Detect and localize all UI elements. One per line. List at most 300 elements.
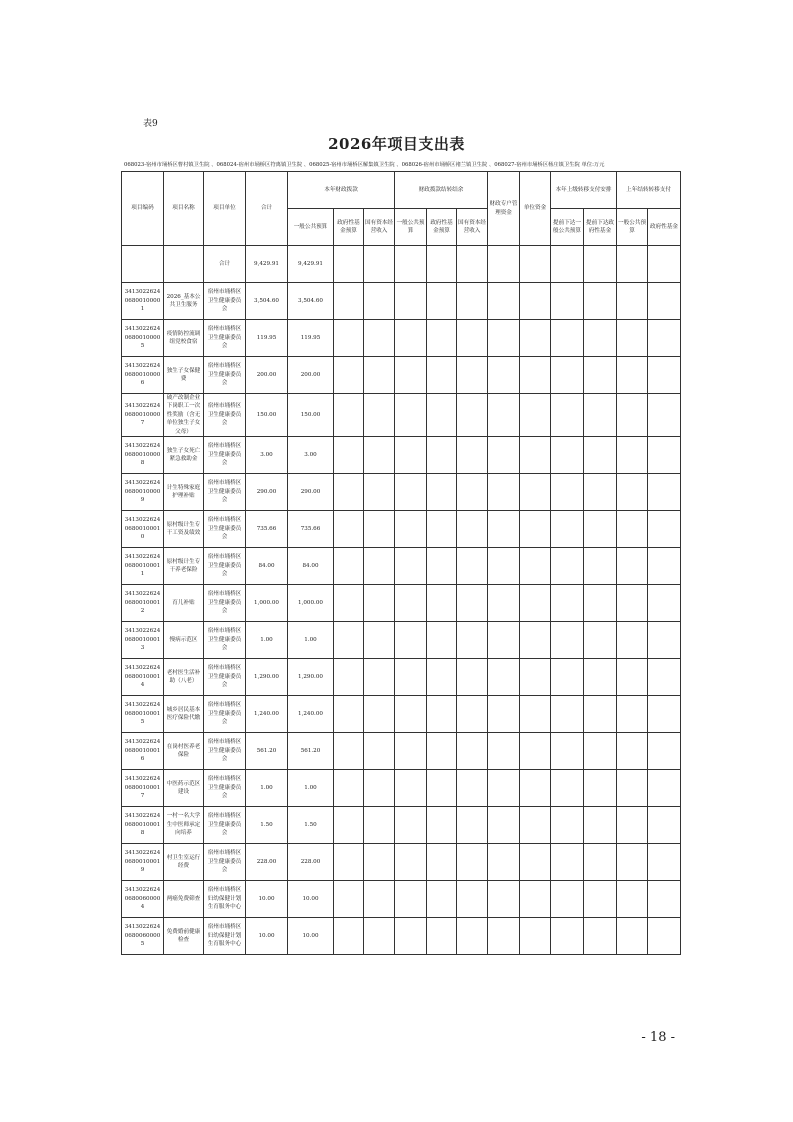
empty-cell <box>457 394 488 437</box>
empty-cell <box>488 843 520 880</box>
header-superior: 本年上级转移支付安排 <box>551 172 617 209</box>
empty-cell <box>427 769 457 806</box>
empty-cell <box>334 320 364 357</box>
empty-cell <box>364 917 395 954</box>
empty-cell <box>427 917 457 954</box>
header-unit: 项目单位 <box>204 172 246 246</box>
empty-cell <box>395 283 427 320</box>
table-row <box>122 436 681 473</box>
empty-cell <box>334 769 364 806</box>
empty-cell <box>364 283 395 320</box>
empty-cell <box>617 769 648 806</box>
empty-cell <box>427 584 457 621</box>
project-unit: 宿州市埇桥区卫生健康委员会 <box>204 283 246 320</box>
empty-cell <box>488 357 520 394</box>
project-code: 341302262406800100006 <box>122 357 164 394</box>
empty-cell <box>584 917 617 954</box>
empty-cell <box>427 473 457 510</box>
empty-cell <box>648 806 681 843</box>
empty-cell <box>617 357 648 394</box>
empty-cell <box>551 658 584 695</box>
empty-cell <box>584 806 617 843</box>
project-name: 疫情防控流调组党校食宿 <box>164 320 204 357</box>
empty-cell <box>334 732 364 769</box>
empty-cell <box>551 769 584 806</box>
empty-cell <box>551 732 584 769</box>
project-general-budget: 10.00 <box>288 880 334 917</box>
empty-cell <box>584 357 617 394</box>
empty-cell <box>584 283 617 320</box>
empty-cell <box>617 436 648 473</box>
project-general-budget: 150.00 <box>288 394 334 437</box>
project-general-budget: 1.00 <box>288 769 334 806</box>
table-row <box>122 658 681 695</box>
empty-cell <box>395 880 427 917</box>
empty-cell <box>364 880 395 917</box>
project-general-budget: 10.00 <box>288 917 334 954</box>
empty-cell <box>395 473 427 510</box>
project-unit: 宿州市埇桥区卫生健康委员会 <box>204 843 246 880</box>
empty-cell <box>648 394 681 437</box>
project-total: 150.00 <box>246 394 288 437</box>
project-code: 341302262406800100013 <box>122 621 164 658</box>
empty-cell <box>584 320 617 357</box>
empty-cell <box>334 436 364 473</box>
table-row <box>122 732 681 769</box>
project-code: 341302262406800100012 <box>122 584 164 621</box>
project-general-budget: 561.20 <box>288 732 334 769</box>
empty-cell <box>617 806 648 843</box>
empty-cell <box>584 621 617 658</box>
empty-cell <box>457 436 488 473</box>
project-general-budget: 1.00 <box>288 621 334 658</box>
project-name: 两癌免费筛查 <box>164 880 204 917</box>
empty-cell <box>364 843 395 880</box>
page-title: 2026年项目支出表 <box>328 135 465 153</box>
empty-cell <box>648 880 681 917</box>
empty-cell <box>617 510 648 547</box>
project-code: 341302262406800600005 <box>122 917 164 954</box>
empty-cell <box>584 769 617 806</box>
header-gov-fund: 政府性基金预算 <box>334 209 364 246</box>
empty-cell <box>427 357 457 394</box>
empty-cell <box>520 320 551 357</box>
header-total: 合计 <box>246 172 288 246</box>
empty-cell <box>488 806 520 843</box>
empty-cell <box>617 732 648 769</box>
empty-cell <box>364 732 395 769</box>
project-general-budget: 735.66 <box>288 510 334 547</box>
project-total: 200.00 <box>246 357 288 394</box>
table-row <box>122 695 681 732</box>
empty-cell <box>520 584 551 621</box>
empty-cell <box>520 473 551 510</box>
project-total: 1,000.00 <box>246 584 288 621</box>
empty-cell <box>584 510 617 547</box>
project-code: 341302262406800100017 <box>122 769 164 806</box>
empty-cell <box>617 880 648 917</box>
project-code: 341302262406800100001 <box>122 283 164 320</box>
empty-cell <box>364 584 395 621</box>
empty-cell <box>584 394 617 437</box>
table-tag: 表9 <box>143 119 158 129</box>
header-special: 财政专户管理资金 <box>488 172 520 246</box>
empty-cell <box>648 621 681 658</box>
empty-cell <box>520 394 551 437</box>
empty-cell <box>617 547 648 584</box>
empty-cell <box>427 621 457 658</box>
project-unit: 宿州市埇桥区卫生健康委员会 <box>204 394 246 437</box>
project-code: 341302262406800100011 <box>122 547 164 584</box>
empty-cell <box>457 695 488 732</box>
empty-cell <box>520 621 551 658</box>
empty-cell <box>334 283 364 320</box>
empty-cell <box>334 357 364 394</box>
project-code: 341302262406800100016 <box>122 732 164 769</box>
empty-cell <box>395 510 427 547</box>
empty-cell <box>488 917 520 954</box>
header-carryover: 财政拨款结转结余 <box>395 172 488 209</box>
empty-cell <box>457 769 488 806</box>
empty-cell <box>551 621 584 658</box>
empty-cell <box>457 510 488 547</box>
header-current-year: 本年财政拨款 <box>288 172 395 209</box>
empty-cell <box>395 547 427 584</box>
table-row <box>122 473 681 510</box>
empty-cell <box>648 320 681 357</box>
empty-cell <box>364 658 395 695</box>
empty-cell <box>520 695 551 732</box>
project-code: 341302262406800600004 <box>122 880 164 917</box>
empty-cell <box>395 695 427 732</box>
project-total: 1,290.00 <box>246 658 288 695</box>
empty-cell <box>648 843 681 880</box>
total-label: 合计 <box>204 246 246 283</box>
project-unit: 宿州市埇桥区卫生健康委员会 <box>204 436 246 473</box>
project-name: 育儿补贴 <box>164 584 204 621</box>
empty-cell <box>457 283 488 320</box>
empty-cell <box>584 436 617 473</box>
table-row <box>122 769 681 806</box>
empty-cell <box>334 695 364 732</box>
empty-cell <box>488 547 520 584</box>
empty-cell <box>427 658 457 695</box>
empty-cell <box>364 621 395 658</box>
empty-cell <box>520 283 551 320</box>
empty-cell <box>427 843 457 880</box>
table-row <box>122 917 681 954</box>
project-general-budget: 200.00 <box>288 357 334 394</box>
empty-cell <box>617 283 648 320</box>
table-row <box>122 843 681 880</box>
empty-cell <box>551 283 584 320</box>
empty-cell <box>334 880 364 917</box>
empty-cell <box>520 843 551 880</box>
empty-cell <box>427 283 457 320</box>
project-total: 3.00 <box>246 436 288 473</box>
empty-cell <box>334 584 364 621</box>
empty-cell <box>551 695 584 732</box>
empty-cell <box>395 917 427 954</box>
project-total: 735.66 <box>246 510 288 547</box>
table-row <box>122 806 681 843</box>
header-general-budget: 一般公共预算 <box>288 209 334 246</box>
empty-cell <box>488 320 520 357</box>
empty-cell <box>551 547 584 584</box>
page-number: - 18 - <box>641 1030 675 1045</box>
empty-cell <box>584 584 617 621</box>
empty-cell <box>648 732 681 769</box>
empty-cell <box>520 658 551 695</box>
header-ly-gov-fund: 政府性基金 <box>648 209 681 246</box>
empty-cell <box>551 394 584 437</box>
unit-subtitle: 068023-宿州市埇桥区曹村镇卫生院 、068024-宿州市埇桥区符离镇卫生院 、068025-宿州市埇桥区解集镇卫生院 、068026-宿州市埇桥区褚兰镇卫生院 、068027-宿州市埇桥区杨庄镇卫生院 单位:万元 <box>124 162 605 168</box>
project-total: 1.00 <box>246 621 288 658</box>
empty-cell <box>584 695 617 732</box>
empty-cell <box>395 584 427 621</box>
empty-cell <box>648 769 681 806</box>
empty-cell <box>488 510 520 547</box>
total-general: 9,429.91 <box>288 246 334 283</box>
empty-cell <box>551 843 584 880</box>
empty-cell <box>488 283 520 320</box>
empty-cell <box>648 917 681 954</box>
empty-cell <box>584 658 617 695</box>
empty-cell <box>427 394 457 437</box>
empty-cell <box>520 732 551 769</box>
empty-cell <box>427 880 457 917</box>
empty-cell <box>488 394 520 437</box>
empty-cell <box>395 320 427 357</box>
empty-cell <box>364 547 395 584</box>
empty-cell <box>457 806 488 843</box>
empty-cell <box>488 584 520 621</box>
empty-cell <box>551 584 584 621</box>
empty-cell <box>617 658 648 695</box>
project-total: 1,240.00 <box>246 695 288 732</box>
empty-cell <box>520 510 551 547</box>
empty-cell <box>488 658 520 695</box>
empty-cell <box>364 473 395 510</box>
header-sup-general: 提前下达一般公共预算 <box>551 209 584 246</box>
empty-cell <box>520 357 551 394</box>
header-name: 项目名称 <box>164 172 204 246</box>
empty-cell <box>364 695 395 732</box>
empty-cell <box>648 695 681 732</box>
empty-cell <box>617 394 648 437</box>
project-unit: 宿州市埇桥区卫生健康委员会 <box>204 732 246 769</box>
project-unit: 宿州市埇桥区卫生健康委员会 <box>204 695 246 732</box>
project-name: 一村一名大学生中医师承定向培养 <box>164 806 204 843</box>
table-row <box>122 283 681 320</box>
empty-cell <box>364 436 395 473</box>
table-row <box>122 880 681 917</box>
project-code: 341302262406800100005 <box>122 320 164 357</box>
empty-cell <box>617 621 648 658</box>
empty-cell <box>584 473 617 510</box>
empty-cell <box>551 806 584 843</box>
project-total: 119.95 <box>246 320 288 357</box>
project-general-budget: 1,000.00 <box>288 584 334 621</box>
empty-cell <box>488 732 520 769</box>
empty-cell <box>488 880 520 917</box>
empty-cell <box>520 436 551 473</box>
project-unit: 宿州市埇桥区卫生健康委员会 <box>204 658 246 695</box>
empty-cell <box>584 547 617 584</box>
empty-cell <box>457 621 488 658</box>
project-unit: 宿州市埇桥区卫生健康委员会 <box>204 621 246 658</box>
project-code: 341302262406800100014 <box>122 658 164 695</box>
empty-cell <box>617 473 648 510</box>
empty-cell <box>395 658 427 695</box>
project-unit: 宿州市埇桥区妇幼保健计划生育服务中心 <box>204 917 246 954</box>
project-code: 341302262406800100015 <box>122 695 164 732</box>
empty-cell <box>520 769 551 806</box>
empty-cell <box>334 473 364 510</box>
table-row <box>122 510 681 547</box>
project-total: 84.00 <box>246 547 288 584</box>
project-name: 原村级计生专干工资及绩效 <box>164 510 204 547</box>
empty-cell <box>334 621 364 658</box>
project-total: 228.00 <box>246 843 288 880</box>
empty-cell <box>648 658 681 695</box>
project-unit: 宿州市埇桥区卫生健康委员会 <box>204 547 246 584</box>
project-name: 2026_基本公共卫生服务 <box>164 283 204 320</box>
empty-cell <box>395 621 427 658</box>
empty-cell <box>488 769 520 806</box>
empty-cell <box>395 732 427 769</box>
project-total: 1.00 <box>246 769 288 806</box>
project-general-budget: 3.00 <box>288 436 334 473</box>
table-row <box>122 394 681 437</box>
empty-cell <box>427 320 457 357</box>
project-general-budget: 1.50 <box>288 806 334 843</box>
empty-cell <box>551 473 584 510</box>
project-unit: 宿州市埇桥区卫生健康委员会 <box>204 806 246 843</box>
empty-cell <box>364 510 395 547</box>
empty-cell <box>551 917 584 954</box>
project-unit: 宿州市埇桥区卫生健康委员会 <box>204 584 246 621</box>
project-unit: 宿州市埇桥区卫生健康委员会 <box>204 357 246 394</box>
project-total: 10.00 <box>246 880 288 917</box>
empty-cell <box>395 843 427 880</box>
project-name: 免费婚前健康检查 <box>164 917 204 954</box>
header-carry-general: 一般公共预算 <box>395 209 427 246</box>
header-ly-general: 一般公共预算 <box>617 209 648 246</box>
empty-cell <box>457 732 488 769</box>
empty-cell <box>584 843 617 880</box>
empty-cell <box>488 695 520 732</box>
project-code: 341302262406800100019 <box>122 843 164 880</box>
total-amount: 9,429.91 <box>246 246 288 283</box>
empty-cell <box>427 806 457 843</box>
project-general-budget: 3,504.60 <box>288 283 334 320</box>
header-own: 单位资金 <box>520 172 551 246</box>
empty-cell <box>395 357 427 394</box>
project-general-budget: 1,240.00 <box>288 695 334 732</box>
project-name: 城乡居民基本医疗保险代缴 <box>164 695 204 732</box>
empty-cell <box>395 394 427 437</box>
empty-cell <box>551 880 584 917</box>
empty-cell <box>457 584 488 621</box>
empty-cell <box>364 357 395 394</box>
empty-cell <box>457 880 488 917</box>
empty-cell <box>457 843 488 880</box>
empty-cell <box>551 320 584 357</box>
header-last-year: 上年结转转移支付 <box>617 172 681 209</box>
project-expenditure-table <box>121 171 681 955</box>
empty-cell <box>427 695 457 732</box>
header-carry-state-capital: 国有资本经营收入 <box>457 209 488 246</box>
empty-cell <box>488 473 520 510</box>
empty-cell <box>648 547 681 584</box>
empty-cell <box>488 436 520 473</box>
empty-cell <box>427 732 457 769</box>
project-name: 慢病示范区 <box>164 621 204 658</box>
project-total: 561.20 <box>246 732 288 769</box>
project-name: 独生子女死亡紧急救助金 <box>164 436 204 473</box>
empty-cell <box>364 394 395 437</box>
project-general-budget: 228.00 <box>288 843 334 880</box>
project-code: 341302262406800100010 <box>122 510 164 547</box>
empty-cell <box>584 732 617 769</box>
empty-cell <box>617 695 648 732</box>
empty-cell <box>648 584 681 621</box>
project-name: 在岗村医养老保险 <box>164 732 204 769</box>
empty-cell <box>334 806 364 843</box>
empty-cell <box>648 436 681 473</box>
project-total: 10.00 <box>246 917 288 954</box>
empty-cell <box>617 843 648 880</box>
project-total: 290.00 <box>246 473 288 510</box>
table-row <box>122 584 681 621</box>
empty-cell <box>457 357 488 394</box>
project-unit: 宿州市埇桥区卫生健康委员会 <box>204 769 246 806</box>
empty-cell <box>551 510 584 547</box>
empty-cell <box>364 806 395 843</box>
empty-cell <box>427 510 457 547</box>
empty-cell <box>520 547 551 584</box>
project-unit: 宿州市埇桥区卫生健康委员会 <box>204 510 246 547</box>
empty-cell <box>395 806 427 843</box>
project-general-budget: 290.00 <box>288 473 334 510</box>
project-total: 1.50 <box>246 806 288 843</box>
header-carry-gov-fund: 政府性基金预算 <box>427 209 457 246</box>
project-code: 341302262406800100009 <box>122 473 164 510</box>
empty-cell <box>617 584 648 621</box>
project-name: 村卫生室运行经费 <box>164 843 204 880</box>
empty-cell <box>584 880 617 917</box>
project-general-budget: 119.95 <box>288 320 334 357</box>
table-row <box>122 357 681 394</box>
project-name: 独生子女保健费 <box>164 357 204 394</box>
empty-cell <box>520 880 551 917</box>
project-name: 老村医生活补助（八老） <box>164 658 204 695</box>
project-code: 341302262406800100008 <box>122 436 164 473</box>
empty-cell <box>427 436 457 473</box>
empty-cell <box>648 510 681 547</box>
empty-cell <box>334 547 364 584</box>
empty-cell <box>648 473 681 510</box>
empty-cell <box>488 621 520 658</box>
empty-cell <box>395 769 427 806</box>
header-code: 项目编码 <box>122 172 164 246</box>
project-name: 原村级计生专干养老保险 <box>164 547 204 584</box>
project-name: 中医药示范区建设 <box>164 769 204 806</box>
empty-cell <box>520 917 551 954</box>
empty-cell <box>334 394 364 437</box>
empty-cell <box>617 320 648 357</box>
